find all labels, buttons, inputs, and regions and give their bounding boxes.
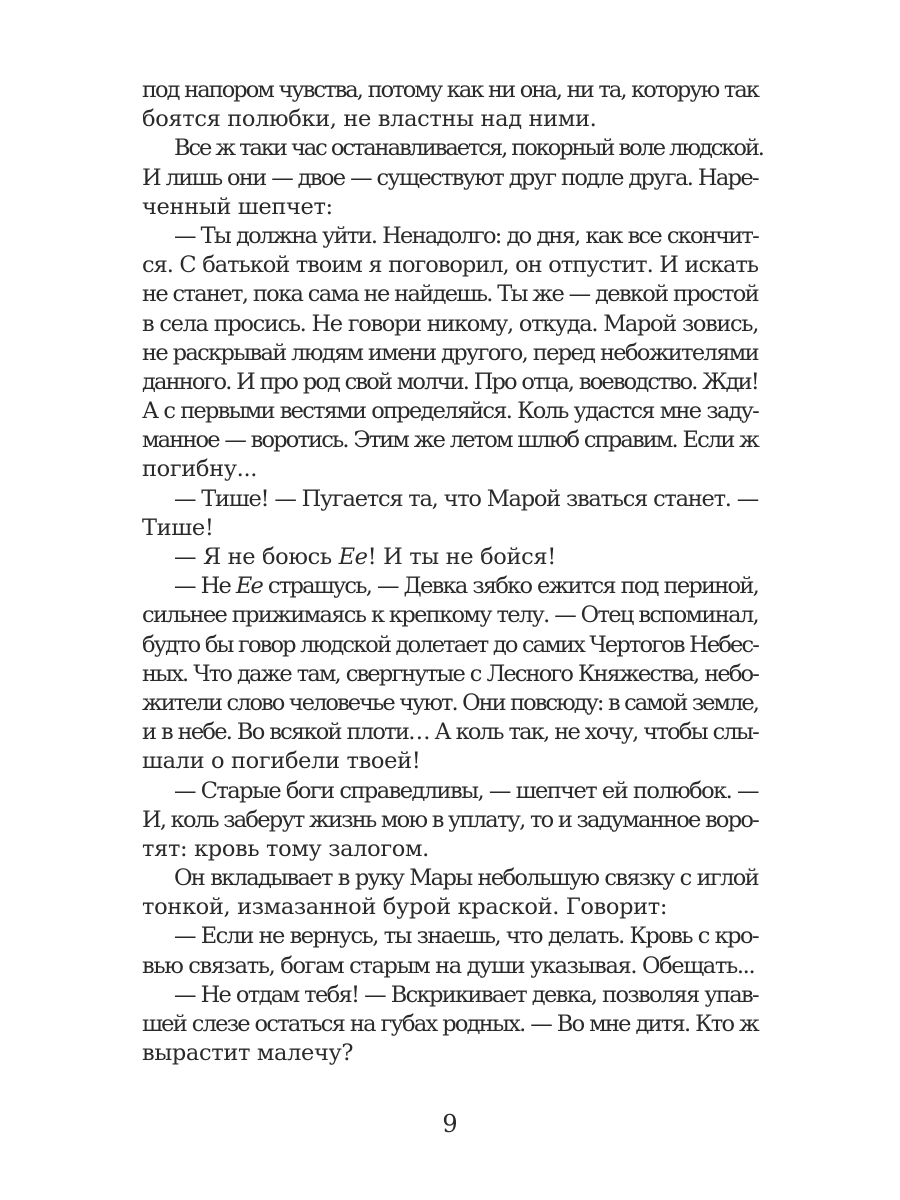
- text-line: — Ты должна уйти. Ненадолго: до дня, как все скончит-: [174, 222, 758, 249]
- text-line: под напором чувства, потому как ни она, ни та, которую так: [142, 77, 758, 103]
- text-line: не станет, пока сама не найдешь. Ты же — девкой простой: [142, 281, 759, 308]
- text-line: и в небе. Во всякой плоти… А коль так, не хочу, чтобы слы-: [142, 719, 758, 746]
- text-line: не раскрывай людям имени другого, перед небожителями: [142, 339, 758, 366]
- text-line: — Тише! — Пугается та, что Марой зваться станет. —: [174, 485, 758, 512]
- text-line: — Я не боюсь Ее! И ты не бойся!: [174, 544, 556, 570]
- text-line: И, коль заберут жизнь мою в уплату, то и задуманное воро-: [142, 806, 758, 833]
- text-line: боятся полюбки, не властны над ними.: [142, 106, 597, 133]
- text-line: Он вкладывает в руку Мары небольшую связку с иглой: [174, 865, 758, 892]
- text-line: вью связать, богам старым на души указывая. Обещать...: [142, 952, 755, 979]
- text-line: данного. И про род свой молчи. Про отца, воеводство. Жди!: [142, 368, 758, 395]
- emphasis: Ее: [338, 544, 368, 570]
- text-line: — Не Ее страшусь, — Девка зябко ежится под периной,: [174, 573, 758, 600]
- text-line: А с первыми вестями определяйся. Коль удастся мне заду-: [142, 398, 758, 425]
- text-line: погибну...: [142, 456, 258, 483]
- text-line: — Не отдам тебя! — Вскрикивает девка, позволяя упав-: [174, 981, 758, 1008]
- text-line: Тише!: [142, 514, 214, 541]
- text-line: И лишь они — двое — существуют друг подле друга. Наре-: [142, 164, 758, 191]
- text-line: — Старые боги справедливы, — шепчет ей полюбок. —: [174, 777, 758, 804]
- page-number: 9: [442, 1110, 458, 1138]
- text-line: ных. Что даже там, свергнутые с Лесного Княжества, небо-: [142, 660, 758, 687]
- emphasis: Ее: [235, 573, 263, 600]
- text-line: тонкой, измазанной бурой краской. Говорит:: [142, 894, 668, 921]
- text-line: Все ж таки час останавливается, покорный воле людской.: [174, 135, 763, 162]
- text-line: жители слово человечье чуют. Они повсюду: в самой земле,: [142, 689, 758, 716]
- text-line: в села просись. Не говори никому, откуда. Марой зовись,: [142, 310, 758, 337]
- text-line: — Если не вернусь, ты знаешь, что делать. Кровь с кро-: [174, 923, 758, 950]
- body-text: [142, 76, 763, 1068]
- text-line: ченный шепчет:: [142, 193, 333, 220]
- text-line: будто бы говор людской долетает до самих Чертогов Небес-: [142, 631, 758, 658]
- text-line: шали о погибели твоей!: [142, 748, 421, 775]
- text-line: сильнее прижимаясь к крепкому телу. — Отец вспоминал,: [142, 602, 758, 629]
- text-line: шей слезе остаться на губах родных. — Во мне дитя. Кто ж: [142, 1011, 758, 1037]
- text-line: ся. С батькой твоим я поговорил, он отпустит. И искать: [142, 252, 758, 279]
- text-line: тят: кровь тому залогом.: [142, 835, 429, 862]
- text-line: вырастит малечу?: [142, 1040, 354, 1067]
- text-line: манное — воротись. Этим же летом шлюб справим. Если ж: [142, 427, 758, 454]
